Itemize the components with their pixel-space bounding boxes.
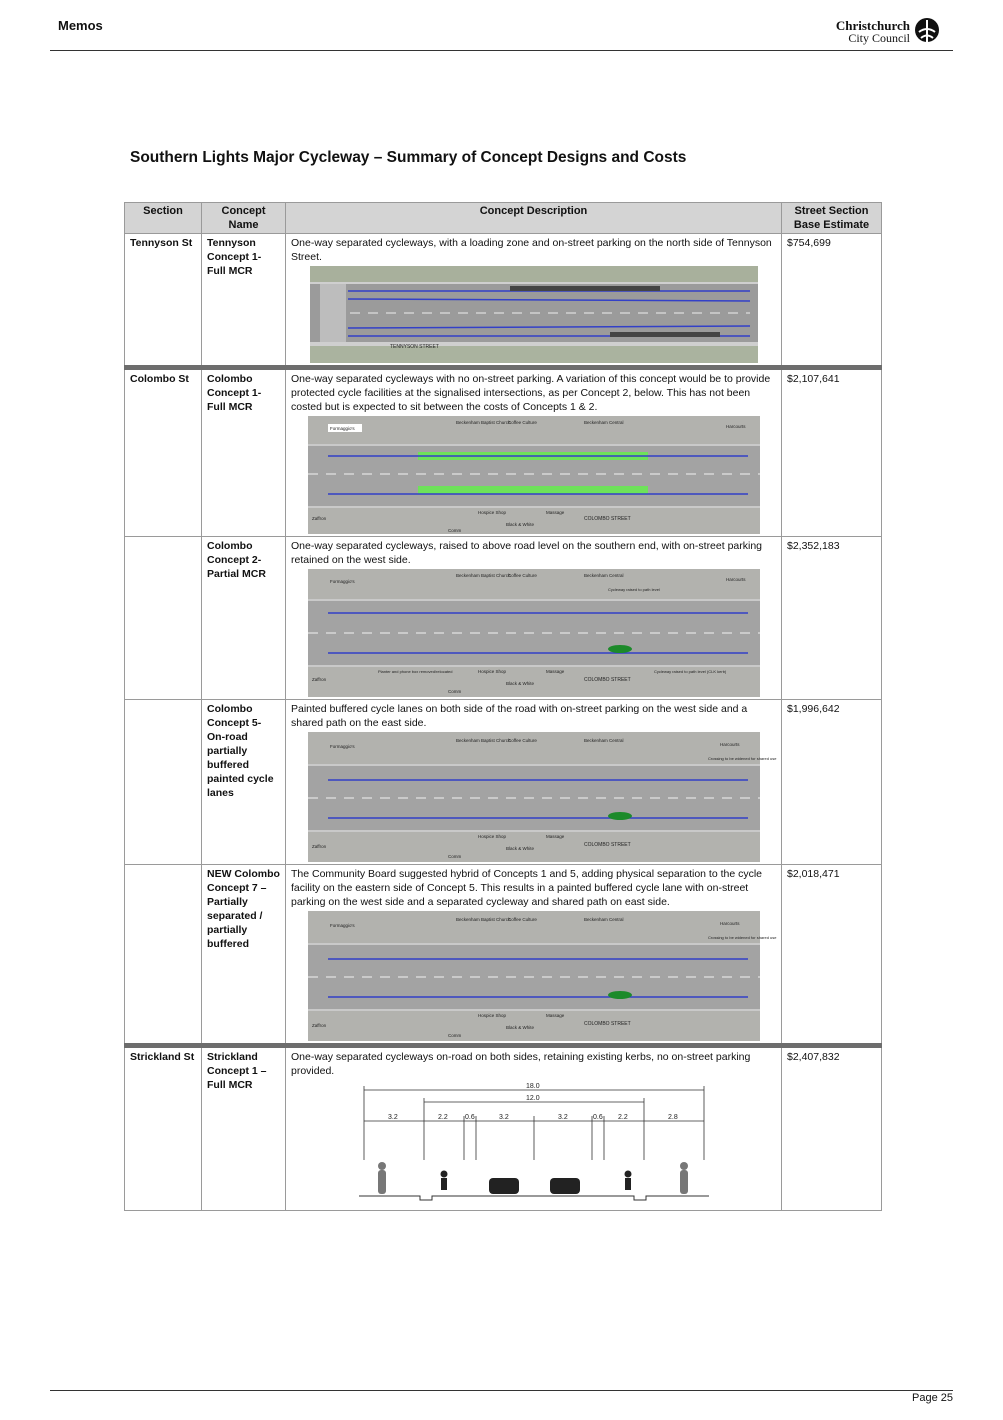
colombo-concept2-plan-image — [308, 569, 760, 697]
strickland-cross-section-image — [354, 1080, 714, 1208]
header-rule — [50, 50, 953, 51]
map-label-comm: Comm — [447, 854, 461, 859]
description-cell — [286, 368, 782, 537]
map-label-massage: Massage — [545, 510, 564, 515]
concept-name-cell: Colombo Concept 5- On-road partially buffered painted cycle lanes — [202, 700, 286, 865]
logo-line1: Christchurch — [835, 18, 910, 33]
map-label-formaggios: Formaggio's — [329, 923, 355, 928]
concept-name-cell: Colombo Concept 2- Partial MCR — [202, 537, 286, 700]
section-cell: Strickland St — [125, 1046, 202, 1211]
concept-name-cell: Tennyson Concept 1- Full MCR — [202, 234, 286, 368]
map-label-coffee: Coffee Culture — [507, 573, 537, 578]
estimate-cell: $2,352,183 — [782, 537, 882, 700]
map-label-blackwhite: Black & White — [505, 846, 534, 851]
col-header-description: Concept Description — [286, 203, 782, 234]
concept-name-cell: Colombo Concept 1- Full MCR — [202, 368, 286, 537]
map-label-harcourts: Harcourts — [725, 577, 746, 582]
map-label-hospice: Hospice Shop — [477, 834, 506, 839]
col-header-estimate: Street Section Base Estimate — [782, 203, 882, 234]
table-row — [125, 865, 882, 1046]
col-header-section: Section — [125, 203, 202, 234]
colombo-concept1-plan-image — [308, 416, 760, 534]
map-note-crossing: Crossing to be widened for shared use — [707, 935, 776, 940]
concept-name-cell: Strickland Concept 1 – Full MCR — [202, 1046, 286, 1211]
dim-total: 18.0 — [525, 1083, 540, 1090]
description-cell — [286, 537, 782, 700]
map-label-street: COLOMBO STREET — [583, 516, 631, 522]
description-text: One-way separated cycleways, raised to above road level on the southern end, with on-street parking retained on the west side. — [291, 540, 763, 566]
page-number: Page 25 — [912, 1392, 953, 1404]
map-label-street: COLOMBO STREET — [583, 677, 631, 683]
map-label-formaggios: Formaggio's — [329, 579, 355, 584]
map-label-zaffron: Zaffron — [311, 844, 326, 849]
description-cell — [286, 1046, 782, 1211]
map-label-church: Beckenham Baptist Church — [455, 917, 511, 922]
description-text: The Community Board suggested hybrid of Concepts 1 and 5, adding physical separation to the cycle facility on the eastern side of Concept 5. This results in a painted buffered cycle lane with on-street parking on the west side and a separated cycleway and shared path on east side. — [291, 868, 763, 908]
map-label-harcourts: Harcourts — [719, 921, 740, 926]
table-row — [125, 368, 882, 537]
description-text: Painted buffered cycle lanes on both side of the road with on-street parking on the west side and a shared path on the east side. — [291, 703, 748, 729]
map-label-formaggios: Formaggio's — [329, 426, 355, 431]
description-cell — [286, 700, 782, 865]
map-label-blackwhite: Black & White — [505, 522, 534, 527]
map-label-church: Beckenham Baptist Church — [455, 420, 511, 425]
map-label-comm: Comm — [447, 528, 461, 533]
map-label-massage: Massage — [545, 834, 564, 839]
concept-table — [124, 202, 882, 1211]
concept-name-cell: NEW Colombo Concept 7 – Partially separated / partially buffered — [202, 865, 286, 1046]
map-label-comm: Comm — [447, 689, 461, 694]
dim-buffer-east: 0.6 — [592, 1114, 603, 1121]
table-row — [125, 700, 882, 865]
map-label-central: Beckenham Central — [583, 738, 624, 743]
section-cell — [125, 537, 202, 700]
table-row — [125, 1046, 882, 1211]
map-label-hospice: Hospice Shop — [477, 669, 506, 674]
col-header-concept-name: Concept Name — [202, 203, 286, 234]
section-cell — [125, 865, 202, 1046]
map-label-coffee: Coffee Culture — [507, 420, 537, 425]
description-text: One-way separated cycleways with no on-street parking. A variation of this concept would be to provide protected cycle facilities at the signalised intersections, as per Concept 2, below. This has not been costed but is expected to sit between the costs of Concepts 1 & 2. — [291, 373, 771, 413]
map-label-church: Beckenham Baptist Church — [455, 573, 511, 578]
table-row — [125, 234, 882, 368]
map-label-massage: Massage — [545, 1013, 564, 1018]
dim-footpath-east: 2.8 — [667, 1114, 678, 1121]
description-text: One-way separated cycleways on-road on both sides, retaining existing kerbs, no on-street parking provided. — [291, 1051, 751, 1077]
map-label-hospice: Hospice Shop — [477, 510, 506, 515]
section-cell: Colombo St — [125, 368, 202, 537]
logo-line2: City Council — [848, 31, 910, 45]
council-logo — [826, 16, 946, 48]
table-header-row — [125, 203, 882, 234]
description-cell — [286, 234, 782, 368]
map-label-formaggios: Formaggio's — [329, 744, 355, 749]
map-note-raised: Cycleway raised to path level — [607, 587, 660, 592]
map-label-church: Beckenham Baptist Church — [455, 738, 511, 743]
map-label-street: COLOMBO STREET — [583, 842, 631, 848]
tree-emblem-icon — [914, 17, 940, 45]
map-label-central: Beckenham Central — [583, 573, 624, 578]
map-note-crossing: Crossing to be widened for shared use — [707, 756, 776, 761]
colombo-concept7-plan-image — [308, 911, 776, 1041]
table-row — [125, 537, 882, 700]
estimate-cell: $754,699 — [782, 234, 882, 368]
header-memos: Memos — [58, 18, 103, 33]
map-label-central: Beckenham Central — [583, 917, 624, 922]
map-label-harcourts: Harcourts — [719, 742, 740, 747]
dim-footpath-west: 3.2 — [387, 1114, 398, 1121]
map-label-massage: Massage — [545, 669, 564, 674]
dim-buffer-west: 0.6 — [464, 1114, 475, 1121]
estimate-cell: $2,107,641 — [782, 368, 882, 537]
map-label-street: COLOMBO STREET — [583, 1021, 631, 1027]
map-label-zaffron: Zaffron — [311, 1023, 326, 1028]
map-label-blackwhite: Black & White — [505, 1025, 534, 1030]
map-note-clk: Cycleway raised to path level (CLK kerb) — [653, 669, 726, 674]
map-note-planter: Planter and phone box removed/relocated — [377, 669, 452, 674]
map-label-hospice: Hospice Shop — [477, 1013, 506, 1018]
description-text: One-way separated cycleways, with a loading zone and on-street parking on the north side of Tennyson Street. — [291, 237, 772, 263]
section-cell — [125, 700, 202, 865]
description-cell — [286, 865, 782, 1046]
map-label-blackwhite: Black & White — [505, 681, 534, 686]
estimate-cell: $2,407,832 — [782, 1046, 882, 1211]
dim-cycleway-west: 2.2 — [437, 1114, 448, 1121]
page-title: Southern Lights Major Cycleway – Summary of Concept Designs and Costs — [130, 149, 687, 166]
map-label-harcourts: Harcourts — [725, 424, 746, 429]
map-label-zaffron: Zaffron — [311, 516, 326, 521]
footer-rule — [50, 1390, 953, 1391]
tennyson-plan-image — [310, 266, 758, 363]
section-cell: Tennyson St — [125, 234, 202, 368]
estimate-cell: $2,018,471 — [782, 865, 882, 1046]
map-label-zaffron: Zaffron — [311, 677, 326, 682]
map-label-coffee: Coffee Culture — [507, 738, 537, 743]
map-label-coffee: Coffee Culture — [507, 917, 537, 922]
estimate-cell: $1,996,642 — [782, 700, 882, 865]
map-label-comm: Comm — [447, 1033, 461, 1038]
dim-lane-east: 3.2 — [557, 1114, 568, 1121]
colombo-concept5-plan-image — [308, 732, 776, 862]
dim-cycleway-east: 2.2 — [617, 1114, 628, 1121]
dim-lane-west: 3.2 — [498, 1114, 509, 1121]
dim-carriageway: 12.0 — [525, 1095, 540, 1102]
tennyson-street-label: TENNYSON STREET — [389, 344, 439, 350]
map-label-central: Beckenham Central — [583, 420, 624, 425]
